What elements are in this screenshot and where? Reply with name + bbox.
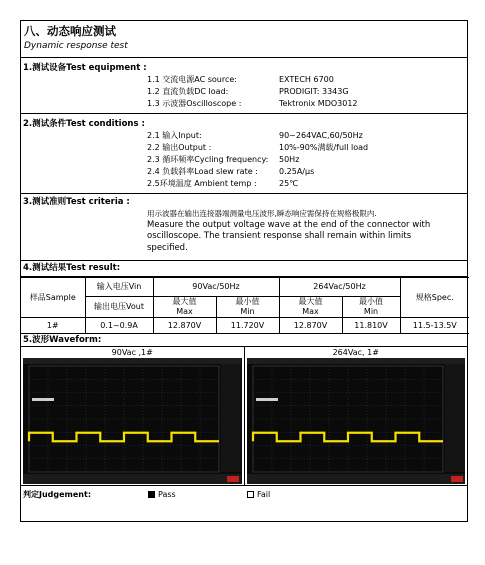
condition-label: 2.4 负载斜率Load slew rate : bbox=[147, 167, 258, 176]
equipment-label: 1.1 交流电源AC source: bbox=[147, 75, 237, 84]
scope-run-indicator bbox=[227, 476, 239, 482]
scope-trace-right bbox=[247, 358, 465, 484]
waveform-caption-right: 264Vac, 1# bbox=[332, 348, 379, 357]
pass-label: Pass bbox=[158, 490, 176, 499]
test-report-sheet bbox=[20, 20, 468, 522]
scope-bottom-panel bbox=[247, 474, 465, 484]
judgement-row bbox=[21, 486, 467, 503]
conditions-section bbox=[21, 114, 467, 194]
equipment-title: 1.测试设备Test equipment : bbox=[23, 63, 147, 73]
condition-value: 50Hz bbox=[279, 155, 300, 164]
vin-header: 输入电压Vin bbox=[85, 278, 153, 297]
cell-g1-min: 11.720V bbox=[216, 318, 279, 334]
scope-marker bbox=[32, 398, 54, 401]
pass-option[interactable] bbox=[148, 486, 176, 503]
scope-status-bar bbox=[247, 358, 465, 364]
scope-side-panel bbox=[445, 364, 465, 472]
criteria-section bbox=[21, 194, 467, 261]
scope-yellow-trace bbox=[253, 433, 443, 441]
condition-row bbox=[21, 130, 467, 142]
min-cn: 最小值 bbox=[359, 297, 384, 306]
equipment-row bbox=[21, 86, 467, 98]
table-row bbox=[21, 318, 469, 334]
waveform-title: 5.波形Waveform: bbox=[23, 335, 102, 345]
condition-row bbox=[21, 142, 467, 154]
condition-row bbox=[21, 154, 467, 166]
condition-label: 2.2 输出Output : bbox=[147, 143, 212, 152]
oscilloscope-screenshot-right bbox=[247, 358, 466, 484]
max-cn: 最大值 bbox=[172, 297, 197, 306]
equipment-value: EXTECH 6700 bbox=[279, 75, 334, 84]
equipment-row bbox=[21, 98, 467, 110]
equipment-value: Tektronix MDO3012 bbox=[279, 99, 358, 108]
pass-checkbox-icon[interactable] bbox=[148, 491, 155, 498]
fail-label: Fail bbox=[257, 490, 271, 499]
scope-yellow-trace bbox=[29, 433, 219, 441]
cell-spec: 11.5-13.5V bbox=[400, 318, 469, 334]
results-title: 4.测试结果Test result: bbox=[23, 263, 121, 273]
spec-header: 规格Spec. bbox=[400, 278, 469, 318]
condition-row bbox=[21, 178, 467, 190]
cell-sample: 1# bbox=[21, 318, 85, 334]
criteria-en: Measure the output voltage wave at the end of the connector with oscilloscope. The transient response shall remain within limits specified. bbox=[147, 219, 431, 253]
fail-checkbox-icon[interactable] bbox=[247, 491, 254, 498]
condition-value: 0.25A/μs bbox=[279, 167, 315, 176]
criteria-title: 3.测试准则Test criteria : bbox=[23, 197, 130, 207]
min-cn: 最小值 bbox=[235, 297, 260, 306]
results-table bbox=[21, 277, 469, 334]
equipment-value: PRODIGIT: 3343G bbox=[279, 87, 349, 96]
max-header bbox=[153, 297, 216, 318]
conditions-title: 2.测试条件Test conditions : bbox=[23, 119, 145, 129]
condition-value: 10%-90%满载/full load bbox=[279, 143, 369, 152]
min-en: Min bbox=[240, 307, 255, 316]
cell-vout: 0.1~0.9A bbox=[85, 318, 153, 334]
waveform-left bbox=[21, 347, 244, 485]
max-cn: 最大值 bbox=[298, 297, 323, 306]
scope-marker bbox=[256, 398, 278, 401]
scope-side-panel bbox=[221, 364, 241, 472]
equipment-row bbox=[21, 74, 467, 86]
condition-label: 2.1 输入Input: bbox=[147, 131, 202, 140]
table-header-row bbox=[21, 278, 469, 297]
scope-bottom-panel bbox=[23, 474, 241, 484]
condition-label: 2.3 循环频率Cycling frequency: bbox=[147, 155, 269, 164]
condition-row bbox=[21, 166, 467, 178]
equipment-label: 1.2 直流负载DC load: bbox=[147, 87, 229, 96]
min-header bbox=[216, 297, 279, 318]
max-header bbox=[279, 297, 342, 318]
vout-header: 输出电压Vout bbox=[85, 297, 153, 318]
max-en: Max bbox=[176, 307, 193, 316]
cell-g2-max: 12.870V bbox=[279, 318, 342, 334]
cell-g1-max: 12.870V bbox=[153, 318, 216, 334]
min-header bbox=[342, 297, 400, 318]
report-subtitle: Dynamic response test bbox=[24, 41, 128, 51]
section-header bbox=[21, 21, 467, 58]
min-en: Min bbox=[363, 307, 379, 316]
waveform-caption-left: 90Vac ,1# bbox=[111, 348, 153, 357]
scope-status-bar bbox=[23, 358, 241, 364]
condition-value: 90~264VAC,60/50Hz bbox=[279, 131, 363, 140]
criteria-cn: 用示波器在输出连接器端测量电压波形,瞬态响应需保持在规格极限内. bbox=[147, 209, 377, 218]
scope-trace-left bbox=[23, 358, 241, 484]
waveform-row bbox=[21, 346, 467, 486]
results-title-row bbox=[21, 261, 467, 277]
max-en: Max bbox=[302, 307, 319, 316]
sample-header: 样品Sample bbox=[21, 278, 85, 318]
judgement-label: 判定Judgement: bbox=[23, 490, 92, 499]
group1-header: 90Vac/50Hz bbox=[153, 278, 279, 297]
cell-g2-min: 11.810V bbox=[342, 318, 400, 334]
equipment-label: 1.3 示波器Oscilloscope : bbox=[147, 99, 242, 108]
fail-option[interactable] bbox=[247, 486, 270, 503]
scope-run-indicator bbox=[451, 476, 463, 482]
waveform-title-row bbox=[21, 334, 467, 346]
waveform-right bbox=[244, 347, 468, 485]
condition-label: 2.5环境温度 Ambient temp : bbox=[147, 179, 257, 188]
equipment-section bbox=[21, 58, 467, 114]
report-title: 八、动态响应测试 bbox=[24, 24, 116, 38]
condition-value: 25℃ bbox=[279, 179, 299, 188]
criteria-text bbox=[147, 208, 437, 254]
oscilloscope-screenshot-left bbox=[23, 358, 242, 484]
group2-header: 264Vac/50Hz bbox=[279, 278, 400, 297]
